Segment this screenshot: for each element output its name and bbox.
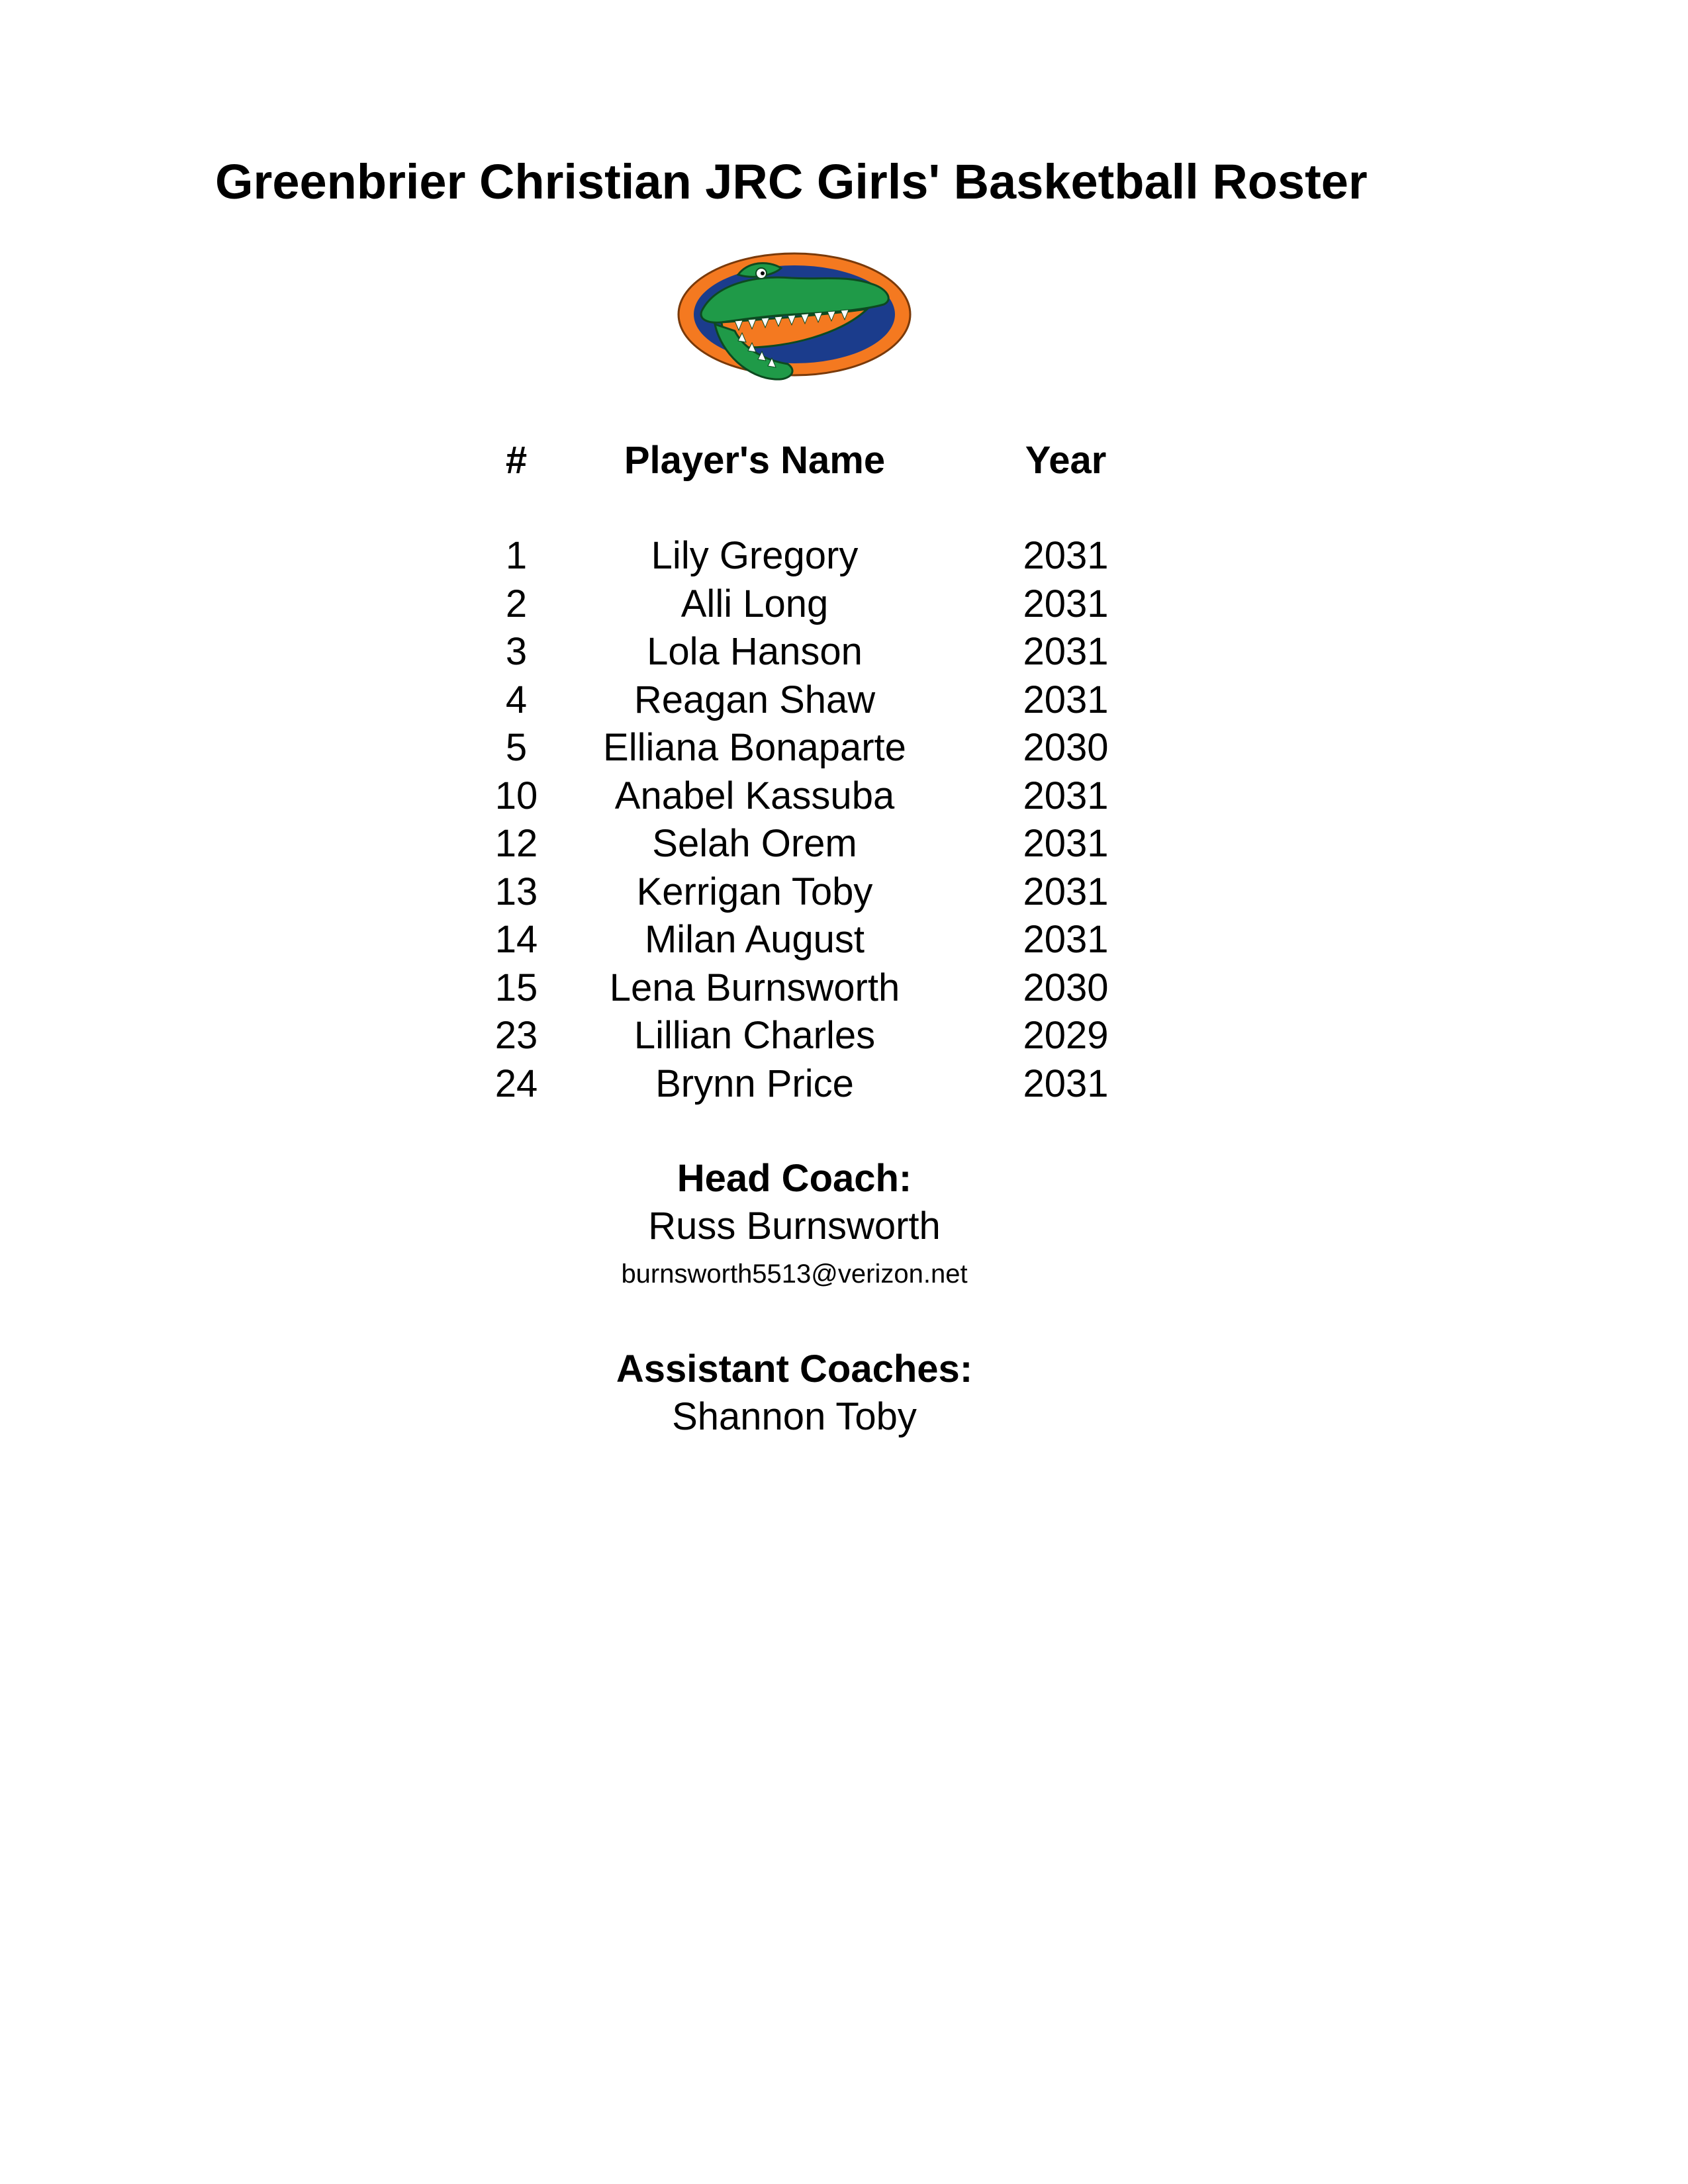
player-name: Lola Hanson xyxy=(647,630,863,673)
player-year: 2031 xyxy=(1023,870,1109,913)
player-number: 1 xyxy=(505,534,528,577)
head-coach-email: burnsworth5513@verizon.net xyxy=(621,1259,968,1289)
player-year: 2031 xyxy=(1023,918,1109,961)
player-year: 2030 xyxy=(1023,966,1109,1009)
table-row xyxy=(457,676,1383,725)
player-name: Lillian Charles xyxy=(633,1014,876,1057)
table-row xyxy=(457,628,1383,676)
player-year: 2031 xyxy=(1023,678,1109,721)
player-year: 2029 xyxy=(1023,1014,1109,1057)
player-number: 14 xyxy=(494,918,538,961)
number-column-header: # xyxy=(505,439,528,482)
player-name: Anabel Kassuba xyxy=(614,774,895,817)
player-name: Kerrigan Toby xyxy=(636,870,873,913)
player-name: Selah Orem xyxy=(652,822,857,865)
player-number: 4 xyxy=(505,678,528,721)
player-year: 2031 xyxy=(1023,774,1109,817)
coaching-staff xyxy=(530,1155,1059,1441)
table-row xyxy=(457,1012,1383,1060)
table-row xyxy=(457,916,1383,964)
roster-table xyxy=(457,437,1383,1108)
player-number: 3 xyxy=(505,630,528,673)
player-year: 2031 xyxy=(1023,1062,1109,1105)
assistant-coach-name: Shannon Toby xyxy=(672,1395,917,1438)
year-column-header: Year xyxy=(1025,439,1107,482)
player-name: Brynn Price xyxy=(655,1062,854,1105)
name-column-header: Player's Name xyxy=(624,439,886,482)
player-name: Elliana Bonaparte xyxy=(603,726,906,769)
player-number: 10 xyxy=(494,774,538,817)
player-year: 2031 xyxy=(1023,630,1109,673)
page-title: Greenbrier Christian JRC Girls' Basketball Roster xyxy=(215,154,1368,209)
head-coach-label: Head Coach: xyxy=(677,1157,912,1200)
player-list xyxy=(457,532,1383,1108)
player-year: 2031 xyxy=(1023,582,1109,625)
roster-header-row xyxy=(457,437,1383,484)
player-year: 2031 xyxy=(1023,822,1109,865)
player-name: Lily Gregory xyxy=(651,534,859,577)
assistant-coaches-label: Assistant Coaches: xyxy=(616,1347,973,1390)
table-row xyxy=(457,532,1383,580)
player-number: 23 xyxy=(494,1014,538,1057)
player-number: 24 xyxy=(494,1062,538,1105)
table-row xyxy=(457,724,1383,772)
table-row xyxy=(457,868,1383,917)
gator-logo-icon xyxy=(675,248,914,390)
head-coach-name: Russ Burnsworth xyxy=(648,1205,941,1248)
player-name: Alli Long xyxy=(680,582,829,625)
player-year: 2030 xyxy=(1023,726,1109,769)
table-row xyxy=(457,964,1383,1013)
player-name: Reagan Shaw xyxy=(633,678,876,721)
player-number: 15 xyxy=(494,966,538,1009)
player-name: Milan August xyxy=(644,918,865,961)
table-row xyxy=(457,772,1383,821)
player-number: 2 xyxy=(505,582,528,625)
player-year: 2031 xyxy=(1023,534,1109,577)
player-number: 12 xyxy=(494,822,538,865)
player-number: 13 xyxy=(494,870,538,913)
table-row xyxy=(457,1060,1383,1109)
player-number: 5 xyxy=(505,726,528,769)
player-name: Lena Burnsworth xyxy=(609,966,900,1009)
table-row xyxy=(457,820,1383,868)
table-row xyxy=(457,580,1383,629)
